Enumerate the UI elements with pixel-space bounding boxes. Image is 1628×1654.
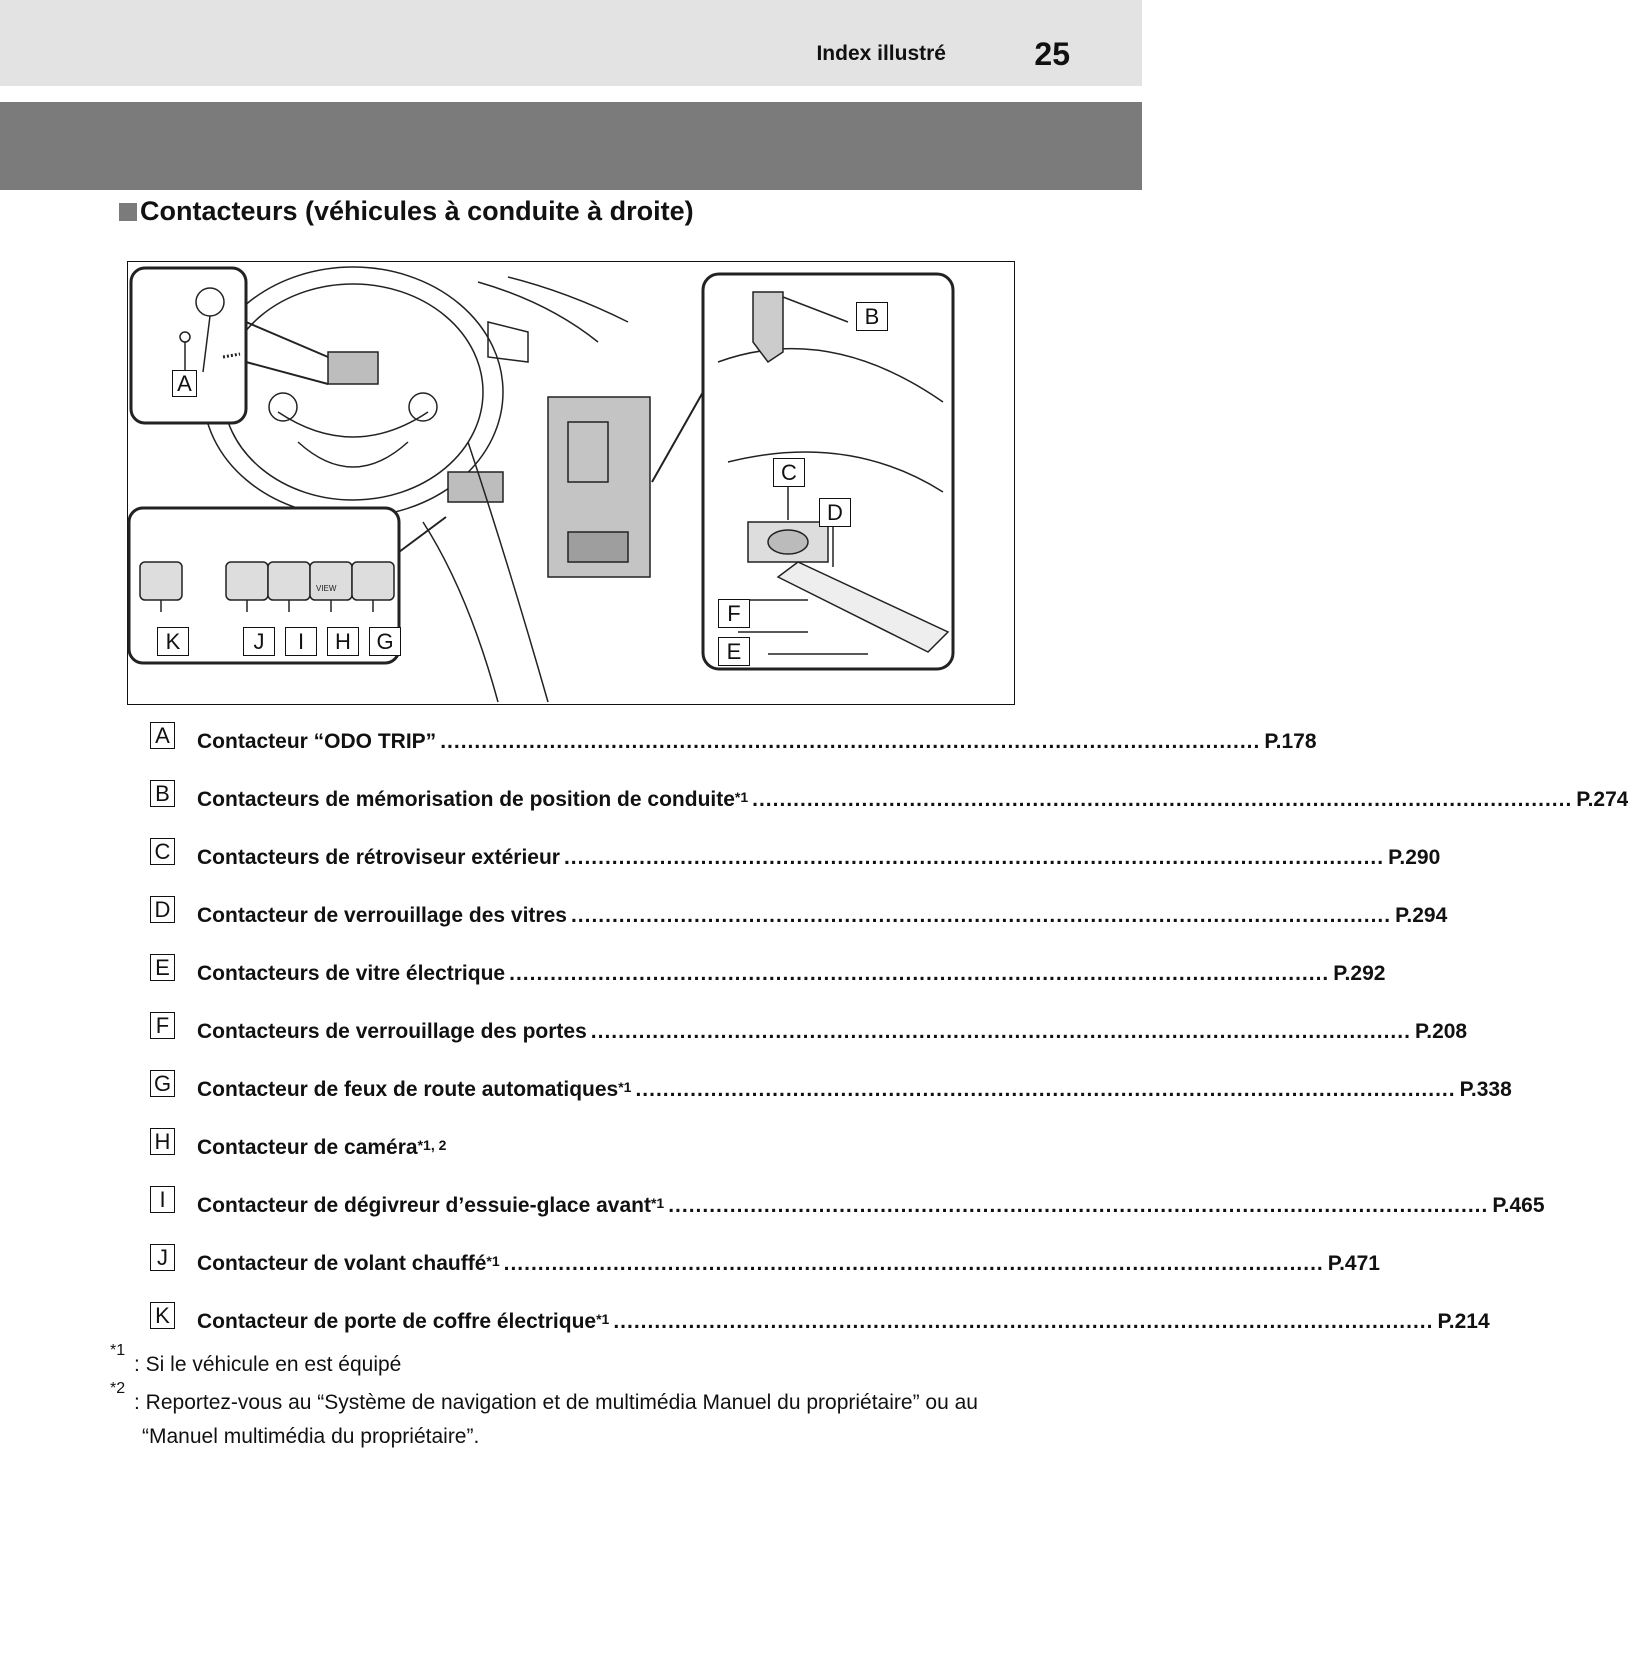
footnote-text: : Reportez-vous au “Système de navigation et de multimédia Manuel du propriétaire” ou au <box>134 1391 978 1414</box>
item-label: Contacteurs de vitre électrique <box>197 962 506 985</box>
view-button-label: VIEW <box>316 584 337 593</box>
footnote-mark: *2 <box>110 1380 126 1397</box>
footnote-text-continued: “Manuel multimédia du propriétaire”. <box>142 1425 480 1448</box>
item-label: Contacteur de dégivreur d’essuie-glace avant <box>197 1194 651 1217</box>
footnote-mark: *1 <box>110 1342 126 1359</box>
item-letter: D <box>150 896 175 923</box>
list-item: H Contacteur de caméra $^{*1, 2}$ <box>150 1128 986 1162</box>
callout-b: B <box>856 302 888 331</box>
item-page-ref: P.214 <box>1437 1310 1490 1333</box>
list-item: B Contacteurs de mémorisation de position de conduite $^{*1}$ ........................................................................................................................ P.274 <box>150 780 986 814</box>
list-item: A Contacteur “ODO TRIP” ........................................................................................................................ P.178 <box>150 722 986 756</box>
item-letter: G <box>150 1070 175 1097</box>
item-page-ref: P.465 <box>1492 1194 1545 1217</box>
item-page-ref: P.338 <box>1459 1078 1512 1101</box>
section-heading <box>119 196 694 227</box>
callout-k: K <box>157 627 189 656</box>
item-label: Contacteur de caméra <box>197 1136 418 1159</box>
callout-c: C <box>773 458 805 487</box>
header-band <box>0 0 1142 86</box>
callout-f: F <box>718 599 750 628</box>
item-label: Contacteurs de mémorisation de position de conduite <box>197 788 735 811</box>
item-label: Contacteur de porte de coffre électrique <box>197 1310 597 1333</box>
item-label: Contacteurs de rétroviseur extérieur <box>197 846 560 869</box>
item-label: Contacteurs de verrouillage des portes <box>197 1020 587 1043</box>
list-item: C Contacteurs de rétroviseur extérieur ........................................................................................................................ P.290 <box>150 838 986 872</box>
item-label: Contacteur de verrouillage des vitres <box>197 904 567 927</box>
footnote-text: : Si le véhicule en est équipé <box>134 1353 402 1376</box>
list-item: K Contacteur de porte de coffre électrique $^{*1}$ ........................................................................................................................ P.214 <box>150 1302 986 1336</box>
section-heading-text: Contacteurs (véhicules à conduite à droite) <box>140 196 694 226</box>
page-number: 25 <box>1034 36 1070 72</box>
item-label: Contacteur “ODO TRIP” <box>197 730 437 753</box>
item-letter: C <box>150 838 175 865</box>
list-item: E Contacteurs de vitre électrique ........................................................................................................................ P.292 <box>150 954 986 988</box>
item-page-ref: P.292 <box>1333 962 1386 985</box>
list-item: G Contacteur de feux de route automatiques $^{*1}$ ........................................................................................................................ P.338 <box>150 1070 986 1104</box>
item-label: Contacteur de feux de route automatiques <box>197 1078 619 1101</box>
item-letter: J <box>150 1244 175 1271</box>
item-letter: E <box>150 954 175 981</box>
item-letter: H <box>150 1128 175 1155</box>
item-letter: K <box>150 1302 175 1329</box>
item-page-ref: P.178 <box>1264 730 1317 753</box>
item-page-ref: P.290 <box>1388 846 1441 869</box>
callout-d: D <box>819 498 851 527</box>
callout-a: A <box>172 370 197 397</box>
callout-i: I <box>285 627 317 656</box>
item-page-ref: P.471 <box>1327 1252 1380 1275</box>
item-page-ref: P.208 <box>1414 1020 1468 1043</box>
callout-g: G <box>369 627 401 656</box>
item-label: Contacteur de volant chauffé <box>197 1252 487 1275</box>
item-letter: I <box>150 1186 175 1213</box>
list-item: I Contacteur de dégivreur d’essuie-glace avant $^{*1}$ ........................................................................................................................ P.465 <box>150 1186 986 1220</box>
item-letter: B <box>150 780 175 807</box>
item-letter: A <box>150 722 175 749</box>
square-bullet-icon <box>119 203 137 221</box>
item-page-ref: P.274 <box>1576 788 1628 811</box>
section-band <box>0 102 1142 190</box>
callout-j: J <box>243 627 275 656</box>
callout-h: H <box>327 627 359 656</box>
item-letter: F <box>150 1012 175 1039</box>
item-page-ref: P.294 <box>1395 904 1448 927</box>
dashboard-illustration <box>127 261 1015 705</box>
list-item: J Contacteur de volant chauffé $^{*1}$ ........................................................................................................................ P.471 <box>150 1244 986 1278</box>
callout-e: E <box>718 637 750 666</box>
list-item: F Contacteurs de verrouillage des portes ........................................................................................................................ P.208 <box>150 1012 986 1046</box>
header-section-title: Index illustré <box>816 42 946 65</box>
list-item: D Contacteur de verrouillage des vitres ........................................................................................................................ P.294 <box>150 896 986 930</box>
